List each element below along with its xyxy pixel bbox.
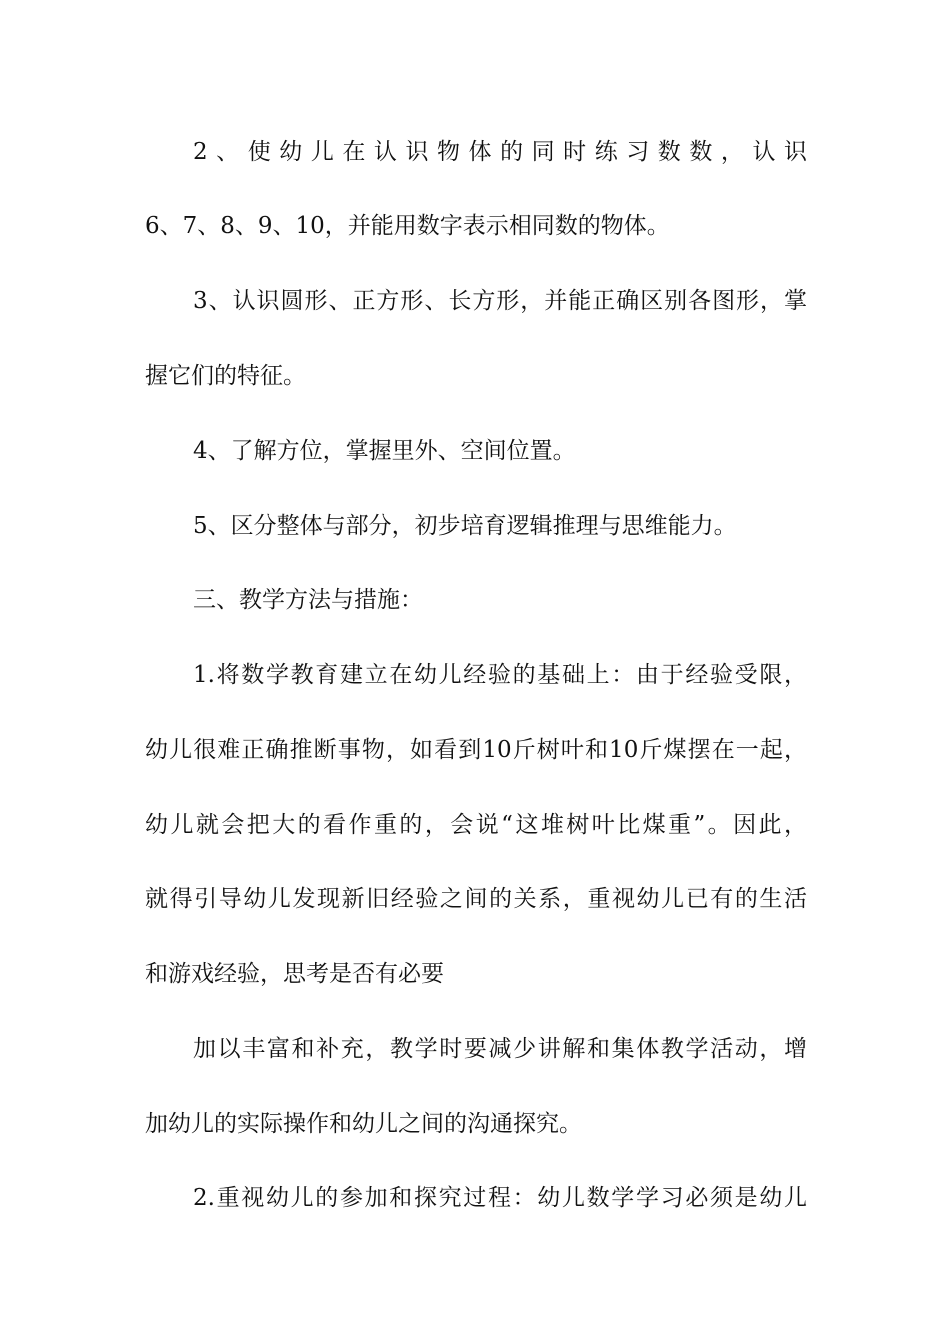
method-2-line-1: 2.重视幼儿的参加和探究过程：幼儿数学学习必须是幼儿 xyxy=(193,1185,807,1211)
paragraph-5: 5、区分整体与部分，初步培育逻辑推理与思维能力。 xyxy=(193,513,737,539)
paragraph-4: 4、了解方位，掌握里外、空间位置。 xyxy=(193,438,576,464)
section-heading-3: 三、教学方法与措施： xyxy=(193,587,423,613)
method-1-line-2: 幼儿很难正确推断事物，如看到10斤树叶和10斤煤摆在一起， xyxy=(145,737,807,763)
paragraph-3-line-2: 握它们的特征。 xyxy=(145,363,306,389)
method-1-line-5: 和游戏经验，思考是否有必要 xyxy=(145,961,444,987)
paragraph-3-line-1: 3、认识圆形、正方形、长方形，并能正确区别各图形，掌 xyxy=(193,288,807,314)
method-1-continued-line-2: 加幼儿的实际操作和幼儿之间的沟通探究。 xyxy=(145,1111,582,1137)
paragraph-2-line-2: 6、7、8、9、10，并能用数字表示相同数的物体。 xyxy=(145,213,670,239)
method-1-line-3: 幼儿就会把大的看作重的，会说“这堆树叶比煤重”。因此， xyxy=(145,812,807,838)
method-1-line-1: 1.将数学教育建立在幼儿经验的基础上：由于经验受限， xyxy=(193,662,807,688)
method-1-continued-line-1: 加以丰富和补充，教学时要减少讲解和集体教学活动，增 xyxy=(193,1036,807,1062)
paragraph-2-line-1: 2、使幼儿在认识物体的同时练习数数，认识 xyxy=(193,139,807,165)
method-1-line-4: 就得引导幼儿发现新旧经验之间的关系，重视幼儿已有的生活 xyxy=(145,886,807,912)
